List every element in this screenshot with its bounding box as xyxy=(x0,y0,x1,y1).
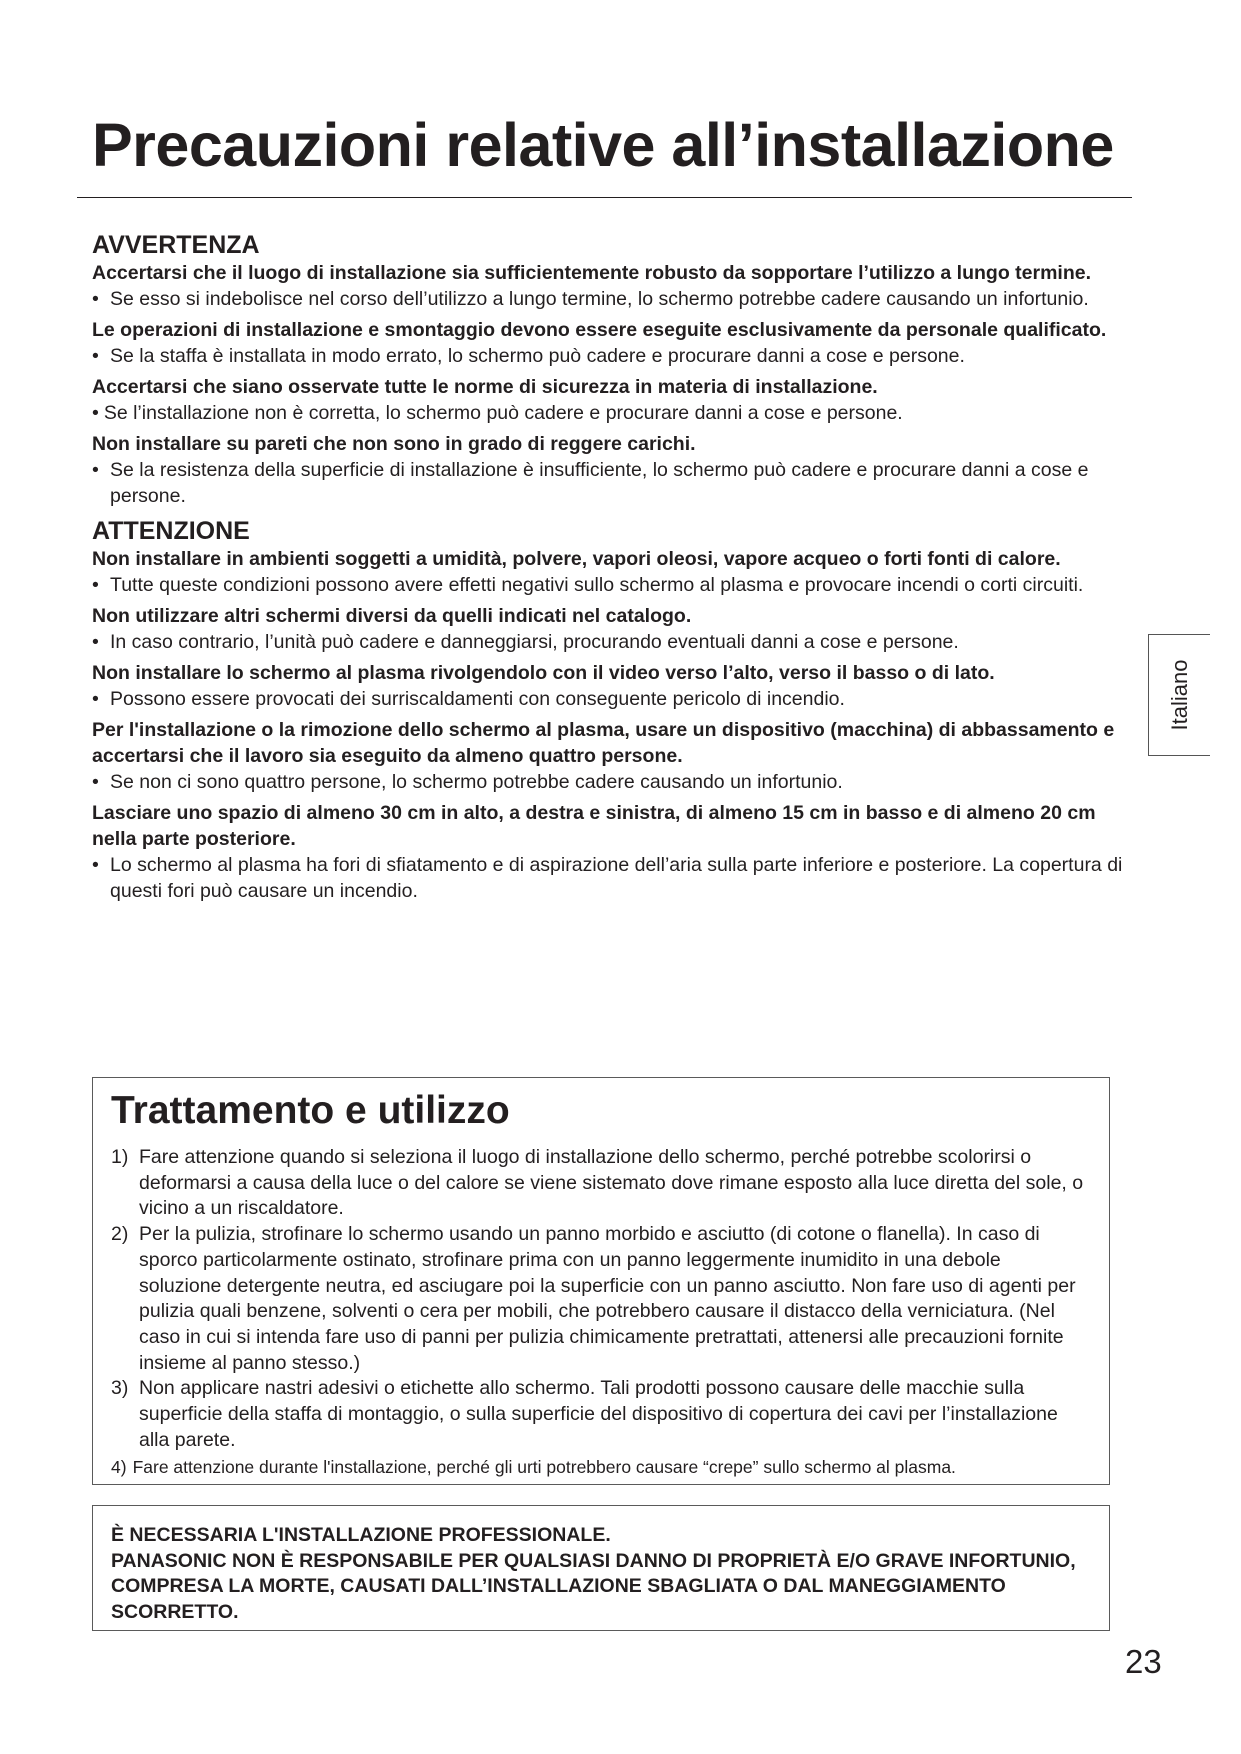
caution-bullet xyxy=(92,769,1132,795)
warning-bullet xyxy=(92,400,1132,426)
caution-heading: ATTENZIONE xyxy=(92,517,250,545)
warning-heading: AVVERTENZA xyxy=(92,231,260,259)
caution-bullet xyxy=(92,572,1132,598)
title-divider xyxy=(77,197,1132,198)
caution-title: Non installare in ambienti soggetti a umidità, polvere, vapori oleosi, vapore acqueo o forti fonti di calore. xyxy=(92,548,1061,570)
bullet-text: In caso contrario, l’unità può cadere e danneggiarsi, procurando eventuali danni a cose e persone. xyxy=(110,631,959,653)
caution-title: Non utilizzare altri schermi diversi da quelli indicati nel catalogo. xyxy=(92,605,692,627)
care-item-text: Per la pulizia, strofinare lo schermo usando un panno morbido e asciutto (di cotone o flanella). In caso di sporco particolarmente ostinato, strofinare prima con un panno leggermente inumidito in una debole soluzione detergente neutra, ed asciugare poi la superficie con un panno asciutto. Non fare uso di agenti per pulizia quali benzene, solventi o cera per mobili, che potrebbero causare il distacco della verniciatura. (Nel caso in cui si intenda fare uso di panni per pulizia chimicamente pretrattati, attenersi alle precauzioni fornite insieme al panno stesso.) xyxy=(139,1223,1076,1374)
bullet-text: Se la staffa è installata in modo errato, lo schermo può cadere e procurare danni a cose e persone. xyxy=(110,345,965,367)
bullet-icon: • xyxy=(92,402,99,424)
bullet-icon: • xyxy=(92,631,99,653)
caution-title: Lasciare uno spazio di almeno 30 cm in alto, a destra e sinistra, di almeno 15 cm in basso e di almeno 20 cm nella parte posteriore. xyxy=(92,802,1096,850)
notice-line-1: È NECESSARIA L'INSTALLAZIONE PROFESSIONALE. xyxy=(111,1524,611,1546)
care-item-text: Non applicare nastri adesivi o etichette allo schermo. Tali prodotti possono causare delle macchie sulla superficie della staffa di montaggio, o sulla superficie del dispositivo di copertura dei cavi per l’installazione alla parete. xyxy=(139,1377,1058,1451)
care-and-use-box xyxy=(92,1077,1110,1485)
warning-item xyxy=(92,374,1132,426)
caution-bullet xyxy=(92,686,1132,712)
bullet-icon: • xyxy=(92,459,99,481)
warning-item xyxy=(92,431,1132,509)
bullet-icon: • xyxy=(92,688,99,710)
warning-item xyxy=(92,317,1132,369)
care-item xyxy=(111,1454,1086,1480)
caution-title: Non installare lo schermo al plasma rivolgendolo con il video verso l’alto, verso il basso o di lato. xyxy=(92,662,995,684)
care-item-text: Fare attenzione durante l'installazione, perché gli urti potrebbero causare “crepe” sullo schermo al plasma. xyxy=(132,1457,956,1478)
page-title: Precauzioni relative all’installazione xyxy=(92,111,1114,179)
care-item-number: 3) xyxy=(111,1377,129,1400)
bullet-text: Lo schermo al plasma ha fori di sfiatamento e di aspirazione dell’aria sulla parte inferiore e posteriore. La copertura di questi fori può causare un incendio. xyxy=(110,854,1123,902)
notice-line-2: PANASONIC NON È RESPONSABILE PER QUALSIASI DANNO DI PROPRIETÀ E/O GRAVE INFORTUNIO, COMPRESA LA MORTE, CAUSATI DALL’INSTALLAZIONE SBAGLIATA O DAL MANEGGIAMENTO SCORRETTO. xyxy=(111,1549,1076,1623)
care-list xyxy=(111,1145,1086,1480)
caution-item xyxy=(92,660,1132,712)
care-heading: Trattamento e utilizzo xyxy=(111,1089,510,1132)
care-item xyxy=(111,1145,1086,1222)
warning-item xyxy=(92,260,1132,312)
warning-bullet xyxy=(92,457,1132,509)
caution-bullet xyxy=(92,852,1132,904)
warning-title: Le operazioni di installazione e smontaggio devono essere eseguite esclusivamente da personale qualificato. xyxy=(92,319,1107,341)
warning-title: Non installare su pareti che non sono in grado di reggere carichi. xyxy=(92,433,696,455)
bullet-text: Se la resistenza della superficie di installazione è insufficiente, lo schermo può cadere e procurare danni a cose e persone. xyxy=(110,459,1089,507)
caution-bullet xyxy=(92,629,1132,655)
bullet-icon: • xyxy=(92,345,99,367)
care-item-number: 1) xyxy=(111,1146,129,1168)
care-item-number: 2) xyxy=(111,1223,129,1246)
bullet-icon: • xyxy=(92,574,99,596)
warning-title: Accertarsi che il luogo di installazione sia sufficientemente robusto da sopportare l’utilizzo a lungo termine. xyxy=(92,262,1092,284)
bullet-text: Se l’installazione non è corretta, lo schermo può cadere e procurare danni a cose e persone. xyxy=(103,402,903,424)
caution-item xyxy=(92,546,1132,598)
page-number: 23 xyxy=(1125,1643,1162,1680)
bullet-icon: • xyxy=(92,771,99,793)
caution-item xyxy=(92,603,1132,655)
bullet-text: Se non ci sono quattro persone, lo schermo potrebbe cadere causando un infortunio. xyxy=(110,771,843,793)
bullet-text: Possono essere provocati dei surriscaldamenti con conseguente pericolo di incendio. xyxy=(110,688,845,710)
warning-title: Accertarsi che siano osservate tutte le norme di sicurezza in materia di installazione. xyxy=(92,376,878,398)
care-item xyxy=(111,1222,1086,1376)
professional-installation-notice xyxy=(92,1505,1110,1631)
language-tab xyxy=(1148,634,1210,756)
caution-title: Per l'installazione o la rimozione dello schermo al plasma, usare un dispositivo (macchina) di abbassamento e accertarsi che il lavoro sia eseguito da almeno quattro persone. xyxy=(92,719,1115,767)
bullet-icon: • xyxy=(92,854,99,876)
care-item-text: Fare attenzione quando si seleziona il luogo di installazione dello schermo, perché potrebbe scolorirsi o deformarsi a causa della luce o del calore se viene sistemato dove rimane esposto alla luce diretta del sole, o vicino a un riscaldatore. xyxy=(139,1146,1084,1220)
care-item xyxy=(111,1376,1086,1453)
caution-item xyxy=(92,717,1132,795)
notice-text xyxy=(111,1523,1081,1625)
precautions-content xyxy=(92,230,1132,909)
caution-item xyxy=(92,800,1132,904)
warning-bullet xyxy=(92,286,1132,312)
care-item-number: 4) xyxy=(111,1457,127,1478)
bullet-icon: • xyxy=(92,288,99,310)
bullet-text: Tutte queste condizioni possono avere effetti negativi sullo schermo al plasma e provocare incendi o corti circuiti. xyxy=(110,574,1084,596)
bullet-text: Se esso si indebolisce nel corso dell’utilizzo a lungo termine, lo schermo potrebbe cadere causando un infortunio. xyxy=(110,288,1089,310)
language-label: Italiano xyxy=(1166,659,1192,731)
warning-bullet xyxy=(92,343,1132,369)
